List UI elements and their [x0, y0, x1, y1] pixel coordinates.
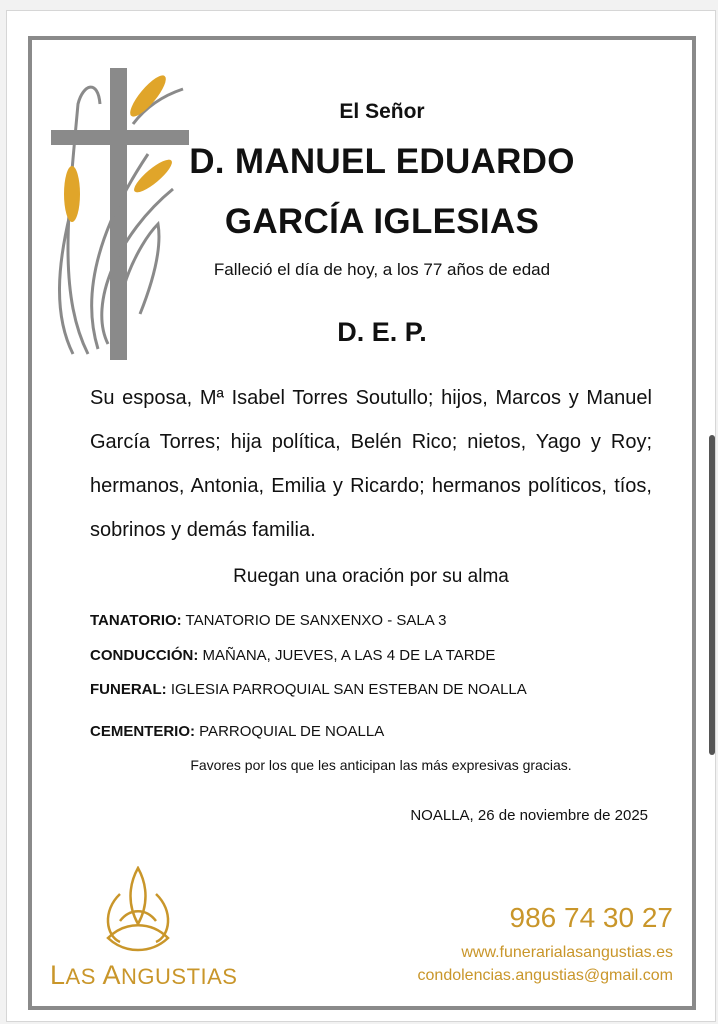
prayer-request: Ruegan una oración por su alma	[233, 566, 509, 587]
deceased-name-line1: D. MANUEL EDUARDO	[189, 142, 575, 181]
detail-value: TANATORIO DE SANXENXO - SALA 3	[181, 612, 447, 629]
family-paragraph: Su esposa, Mª Isabel Torres Soutullo; hijos, Marcos y Manuel García Torres; hija política, Belén Rico; nietos, Yago y Roy; hermanos, Antonia, Emilia y Ricardo; hermanos políticos, tíos, sobrinos y demás familia.	[90, 387, 652, 541]
detail-label: CONDUCCIÓN:	[90, 647, 199, 664]
detail-value: IGLESIA PARROQUIAL SAN ESTEBAN DE NOALLA	[166, 681, 527, 698]
detail-funeral	[90, 681, 527, 698]
death-statement: Falleció el día de hoy, a los 77 años de edad	[213, 260, 551, 279]
detail-label: CEMENTERIO:	[90, 723, 195, 740]
detail-conduccion	[90, 647, 495, 664]
las-angustias-logo-icon	[100, 866, 176, 956]
place-date: NOALLA, 26 de noviembre de 2025	[410, 807, 648, 824]
phone-number: 986 74 30 27	[509, 902, 673, 933]
detail-tanatorio	[90, 612, 446, 629]
email-link[interactable]: condolencias.angustias@gmail.com	[417, 967, 673, 984]
brand-name: LAS ANGUSTIAS	[50, 960, 238, 990]
detail-value: MAÑANA, JUEVES, A LAS 4 DE LA TARDE	[198, 647, 496, 664]
detail-label: FUNERAL:	[90, 681, 167, 698]
dep-heading: D. E. P.	[337, 317, 427, 347]
detail-value: PARROQUIAL DE NOALLA	[195, 723, 385, 740]
title: El Señor	[339, 100, 425, 123]
thanks-text: Favores por los que les anticipan las más expresivas gracias.	[190, 757, 572, 773]
detail-cementerio	[90, 723, 384, 740]
detail-label: TANATORIO:	[90, 612, 182, 629]
website-link[interactable]: www.funerarialasangustias.es	[461, 944, 673, 961]
deceased-name-line2: GARCÍA IGLESIAS	[224, 202, 540, 241]
scrollbar[interactable]	[709, 435, 715, 755]
